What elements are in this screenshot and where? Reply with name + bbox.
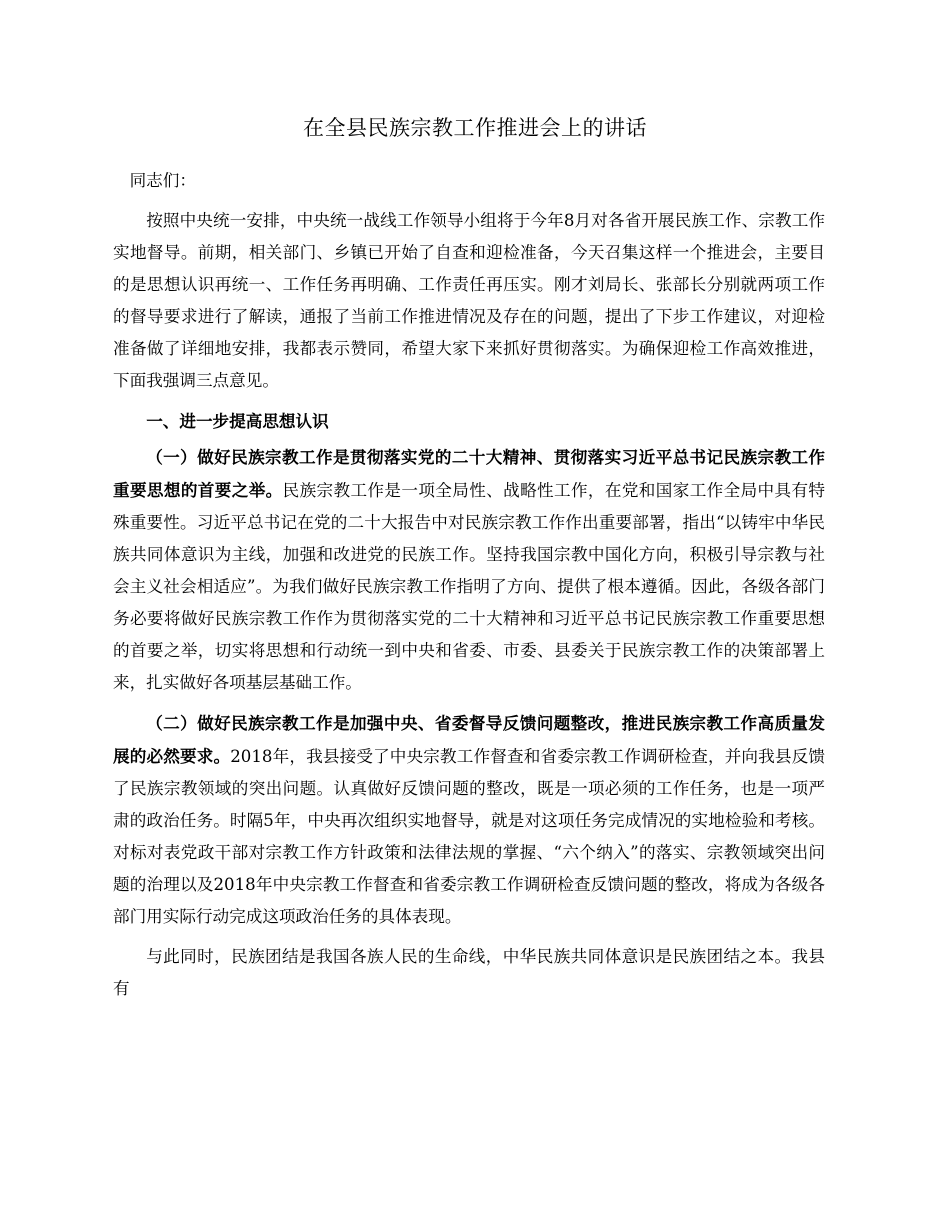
salutation: 同志们： — [129, 171, 196, 190]
point-2-heading: （二）做好民族宗教工作是加强中央、省委督导反馈问题整改，推进民族宗教工作高质量发展的必然要求。 — [113, 713, 825, 766]
section-heading-1: 一、进一步提高思想认识 — [146, 411, 329, 431]
document-body — [113, 165, 825, 1013]
point-2-body: 2018年，我县接受了中央宗教工作督查和省委宗教工作调研检查，并向我县反馈了民族宗教领域的突出问题。认真做好反馈问题的整改，既是一项必须的工作任务，也是一项严肃的政治任务。时隔5年，中央再次组织实地督导，就是对这项任务完成情况的实地检验和考核。对标对表党政干部对宗教工作方针政策和法律法规的掌握、“六个纳入”的落实、宗教领域突出问题的治理以及2018年中央宗教工作督查和省委宗教工作调研检查反馈问题的整改，将成为各级各部门用实际行动完成这项政治任务的具体表现。 — [113, 747, 826, 926]
point-2-paragraph — [113, 707, 825, 933]
intro-paragraph: 按照中央统一安排，中央统一战线工作领导小组将于今年8月对各省开展民族工作、宗教工作实地督导。前期，相关部门、乡镇已开始了自查和迎检准备，今天召集这样一个推进会，主要目的是思想认识再统一、工作任务再明确、工作责任再压实。刚才刘局长、张部长分别就两项工作的督导要求进行了解读，通报了当前工作推进情况及存在的问题，提出了下步工作建议，对迎检准备做了详细地安排，我都表示赞同，希望大家下来抓好贯彻落实。为确保迎检工作高效推进，下面我强调三点意见。 — [113, 211, 825, 390]
point-1-heading: （一）做好民族宗教工作是贯彻落实党的二十大精神、贯彻落实习近平总书记民族宗教工作重要思想的首要之举。 — [113, 447, 825, 500]
point-1-paragraph — [113, 441, 825, 699]
point-1-body: 民族宗教工作是一项全局性、战略性工作，在党和国家工作全局中具有特殊重要性。习近平总书记在党的二十大报告中对民族宗教工作作出重要部署，指出“以铸牢中华民族共同体意识为主线，加强和改进党的民族工作。坚持我国宗教中国化方向，积极引导宗教与社会主义社会相适应”。为我们做好民族宗教工作指明了方向、提供了根本遵循。因此，各级各部门务必要将做好民族宗教工作作为贯彻落实党的二十大精神和习近平总书记民族宗教工作重要思想的首要之举，切实将思想和行动统一到中央和省委、市委、县委关于民族宗教工作的决策部署上来，扎实做好各项基层基础工作。 — [113, 481, 826, 692]
document-title: 在全县民族宗教工作推进会上的讲话 — [303, 116, 647, 140]
closing-paragraph: 与此同时，民族团结是我国各族人民的生命线，中华民族共同体意识是民族团结之本。我县有 — [113, 947, 825, 998]
